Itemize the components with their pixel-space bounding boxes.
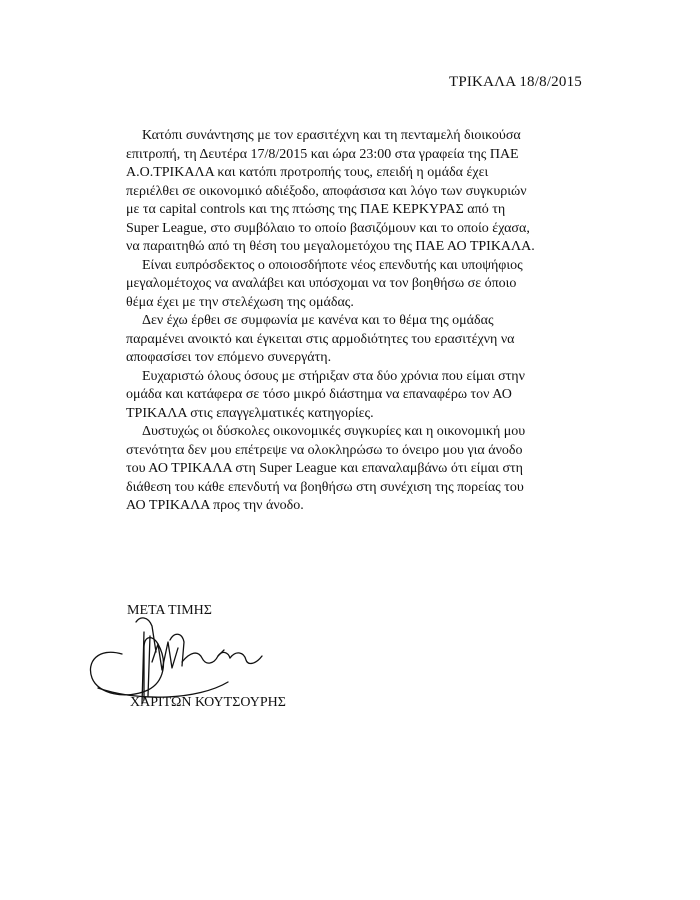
text-line: παραμένει ανοικτό και έγκειται στις αρμοδιότητες του ερασιτέχνη να [126, 331, 515, 347]
text-line: να παραιτηθώ από τη θέση του μεγαλομετόχου της ΠΑΕ ΑΟ ΤΡΙΚΑΛΑ. [126, 239, 535, 254]
paragraph-thanks [126, 368, 596, 424]
text-line: Κατόπι συνάντησης με τον ερασιτέχνη και τη πενταμελή διοικούσα [142, 128, 521, 143]
paragraph-closing-statement [126, 423, 596, 516]
signer-name: ΧΑΡΙΤΩΝ ΚΟΥΤΣΟΥΡΗΣ [130, 695, 286, 710]
paragraph-resignation [126, 127, 596, 257]
text-line: ΤΡΙΚΑΛΑ στις επαγγελματικές κατηγορίες. [126, 405, 374, 421]
text-line: αποφασίσει τον επόμενο συνεργάτη. [126, 350, 332, 365]
text-line: Δεν έχω έρθει σε συμφωνία με κανένα και το θέμα της ομάδας [142, 313, 494, 328]
letter-body [126, 127, 596, 516]
text-line: θέμα έχει με την στελέχωση της ομάδας. [126, 294, 354, 310]
text-line: επιτροπή, τη Δευτέρα 17/8/2015 και ώρα 23:00 στα γραφεία της ΠΑΕ [126, 146, 519, 162]
text-line: ΑΟ ΤΡΙΚΑΛΑ προς την άνοδο. [126, 498, 304, 513]
text-line: με τα capital controls και της πτώσης της ΠΑΕ ΚΕΡΚΥΡΑΣ από τη [126, 202, 506, 217]
text-line: ομάδα και κατάφερα σε τόσο μικρό διάστημα να επαναφέρω τον ΑΟ [126, 387, 512, 402]
text-line: του ΑΟ ΤΡΙΚΑΛΑ στη Super League και επαναλαμβάνω ότι είμαι στη [126, 461, 523, 476]
text-line: διάθεση του κάθε επενδυτή να βοηθήσω στη συνέχιση της πορείας του [126, 479, 524, 495]
paragraph-no-agreement [126, 312, 596, 368]
text-line: Ευχαριστώ όλους όσους με στήριξαν στα δύο χρόνια που είμαι στην [142, 368, 525, 384]
paragraph-new-investor [126, 257, 596, 313]
text-line: Είναι ευπρόσδεκτος ο οποιοσδήποτε νέος επενδυτής και υποψήφιος [142, 257, 523, 273]
closing-salutation: ΜΕΤΑ ΤΙΜΗΣ [127, 603, 212, 618]
text-line: στενότητα δεν μου επέτρεψε να ολοκληρώσω το όνειρο μου για άνοδο [126, 442, 523, 458]
date-line: ΤΡΙΚΑΛΑ 18/8/2015 [448, 74, 582, 90]
text-line: περιέλθει σε οικονομικό αδιέξοδο, αποφάσισα και λόγο των συγκυριών [126, 183, 527, 199]
text-line: Super League, στο συμβόλαιο το οποίο βασιζόμουν και το οποίο έχασα, [126, 220, 530, 236]
text-line: μεγαλομέτοχος να αναλάβει και υπόσχομαι να τον βοηθήσω σε όποιο [126, 276, 517, 291]
text-line: Δυστυχώς οι δύσκολες οικονομικές συγκυρίες και η οικονομική μου [142, 424, 526, 439]
text-line: Α.Ο.ΤΡΙΚΑΛΑ και κατόπι προτροπής τους, επειδή η ομάδα έχει [126, 165, 489, 180]
